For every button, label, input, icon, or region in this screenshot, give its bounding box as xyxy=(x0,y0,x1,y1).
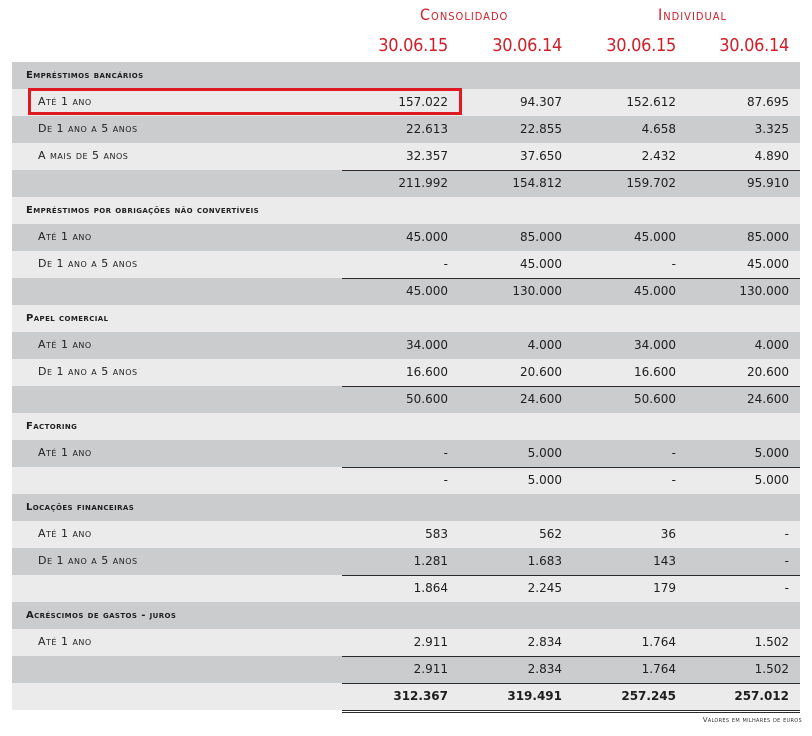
cell-value: 179 xyxy=(653,581,676,595)
cell-value: 562 xyxy=(539,527,562,541)
table-row xyxy=(12,521,800,548)
cell-value: 2.245 xyxy=(527,581,562,595)
cell-value: - xyxy=(784,581,789,595)
row-label: A mais de 5 anos xyxy=(38,149,129,162)
cell-value: 5.000 xyxy=(754,473,789,487)
cell-value: 319.491 xyxy=(507,689,562,703)
cell-value: 45.000 xyxy=(520,257,562,271)
cell-value: 1.502 xyxy=(754,635,789,649)
footnote: Valores em milhares de euros xyxy=(702,716,802,724)
cell-value: 16.600 xyxy=(634,365,676,379)
cell-value: 87.695 xyxy=(747,95,789,109)
table-row xyxy=(12,359,800,386)
section-header-row xyxy=(12,62,800,89)
section-label: Empréstimos bancários xyxy=(26,70,144,81)
cell-value: 94.307 xyxy=(520,95,562,109)
cell-value: 1.502 xyxy=(754,662,789,676)
cell-value: 1.764 xyxy=(641,662,676,676)
table-row xyxy=(12,332,800,359)
cell-value: 22.855 xyxy=(520,122,562,136)
row-label: Até 1 ano xyxy=(38,446,92,459)
subtotal-rule xyxy=(342,656,800,657)
cell-value: 24.600 xyxy=(520,392,562,406)
highlight-box xyxy=(28,88,462,115)
subtotal-rule xyxy=(342,575,800,576)
cell-value: 20.600 xyxy=(747,365,789,379)
cell-value: 85.000 xyxy=(520,230,562,244)
cell-value: 95.910 xyxy=(747,176,789,190)
cell-value: 2.432 xyxy=(641,149,676,163)
cell-value: 45.000 xyxy=(634,230,676,244)
cell-value: 1.683 xyxy=(527,554,562,568)
cell-value: 4.000 xyxy=(527,338,562,352)
cell-value: 3.325 xyxy=(754,122,789,136)
cell-value: - xyxy=(443,473,448,487)
subtotal-rule xyxy=(342,683,800,684)
subtotal-row xyxy=(12,575,800,602)
cell-value: 50.600 xyxy=(406,392,448,406)
cell-value: 4.658 xyxy=(641,122,676,136)
row-label: De 1 ano a 5 anos xyxy=(38,122,138,135)
section-header-row xyxy=(12,305,800,332)
cell-value: 5.000 xyxy=(527,446,562,460)
cell-value: 2.834 xyxy=(527,662,562,676)
header-group-individual: Individual xyxy=(658,5,728,24)
subtotal-row xyxy=(12,656,800,683)
cell-value: 45.000 xyxy=(406,230,448,244)
section-label: Empréstimos por obrigações não convertíveis xyxy=(26,205,260,216)
cell-value: 154.812 xyxy=(512,176,562,190)
section-label: Locações financeiras xyxy=(26,502,135,513)
subtotal-row xyxy=(12,467,800,494)
cell-value: 130.000 xyxy=(512,284,562,298)
cell-value: 20.600 xyxy=(520,365,562,379)
section-header-row xyxy=(12,494,800,521)
cell-value: 583 xyxy=(425,527,448,541)
cell-value: 34.000 xyxy=(634,338,676,352)
row-label: Até 1 ano xyxy=(38,338,92,351)
section-header-row xyxy=(12,602,800,629)
subtotal-row xyxy=(12,386,800,413)
grand-total-row xyxy=(12,683,800,710)
cell-value: - xyxy=(671,446,676,460)
subtotal-rule xyxy=(342,170,800,171)
table-row xyxy=(12,116,800,143)
section-label: Factoring xyxy=(26,421,78,432)
cell-value: 257.245 xyxy=(621,689,676,703)
section-label: Acréscimos de gastos - juros xyxy=(26,610,177,621)
cell-value: 211.992 xyxy=(398,176,448,190)
cell-value: 24.600 xyxy=(747,392,789,406)
row-label: De 1 ano a 5 anos xyxy=(38,365,138,378)
cell-value: - xyxy=(443,446,448,460)
cell-value: 1.764 xyxy=(641,635,676,649)
cell-value: 4.890 xyxy=(754,149,789,163)
cell-value: 143 xyxy=(653,554,676,568)
cell-value: 34.000 xyxy=(406,338,448,352)
cell-value: 37.650 xyxy=(520,149,562,163)
cell-value: - xyxy=(671,257,676,271)
table-row xyxy=(12,440,800,467)
cell-value: 2.911 xyxy=(413,662,448,676)
cell-value: - xyxy=(784,554,789,568)
table-row xyxy=(12,629,800,656)
header-date-consolidado-2015: 30.06.15 xyxy=(378,35,448,56)
table-row xyxy=(12,548,800,575)
cell-value: 5.000 xyxy=(754,446,789,460)
cell-value: - xyxy=(443,257,448,271)
cell-value: 312.367 xyxy=(393,689,448,703)
cell-value: 45.000 xyxy=(406,284,448,298)
cell-value: 257.012 xyxy=(734,689,789,703)
cell-value: 152.612 xyxy=(626,95,676,109)
cell-value: 45.000 xyxy=(747,257,789,271)
subtotal-rule xyxy=(342,278,800,279)
cell-value: 2.834 xyxy=(527,635,562,649)
cell-value: - xyxy=(784,527,789,541)
cell-value: 2.911 xyxy=(413,635,448,649)
cell-value: 22.613 xyxy=(406,122,448,136)
cell-value: 85.000 xyxy=(747,230,789,244)
row-label: Até 1 ano xyxy=(38,527,92,540)
total-double-rule xyxy=(342,710,800,713)
row-label: De 1 ano a 5 anos xyxy=(38,257,138,270)
section-label: Papel comercial xyxy=(26,313,109,324)
row-label: Até 1 ano xyxy=(38,230,92,243)
subtotal-row xyxy=(12,170,800,197)
cell-value: 45.000 xyxy=(634,284,676,298)
row-label: Até 1 ano xyxy=(38,95,92,108)
cell-value: 159.702 xyxy=(626,176,676,190)
row-label: Até 1 ano xyxy=(38,635,92,648)
subtotal-row xyxy=(12,278,800,305)
header-date-individual-2014: 30.06.14 xyxy=(719,35,789,56)
subtotal-rule xyxy=(342,386,800,387)
row-label: De 1 ano a 5 anos xyxy=(38,554,138,567)
table-row xyxy=(12,251,800,278)
table-row xyxy=(12,224,800,251)
cell-value: 5.000 xyxy=(527,473,562,487)
cell-value: 16.600 xyxy=(406,365,448,379)
section-header-row xyxy=(12,197,800,224)
cell-value: - xyxy=(671,473,676,487)
header-date-consolidado-2014: 30.06.14 xyxy=(492,35,562,56)
header-group-consolidado: Consolidado xyxy=(420,5,509,24)
cell-value: 130.000 xyxy=(739,284,789,298)
table-row xyxy=(12,143,800,170)
cell-value: 36 xyxy=(660,527,676,541)
cell-value: 32.357 xyxy=(406,149,448,163)
cell-value: 1.864 xyxy=(413,581,448,595)
cell-value: 50.600 xyxy=(634,392,676,406)
subtotal-rule xyxy=(342,467,800,468)
section-header-row xyxy=(12,413,800,440)
cell-value: 4.000 xyxy=(754,338,789,352)
cell-value: 1.281 xyxy=(413,554,448,568)
header-date-individual-2015: 30.06.15 xyxy=(606,35,676,56)
cell-value: 157.022 xyxy=(398,95,448,109)
